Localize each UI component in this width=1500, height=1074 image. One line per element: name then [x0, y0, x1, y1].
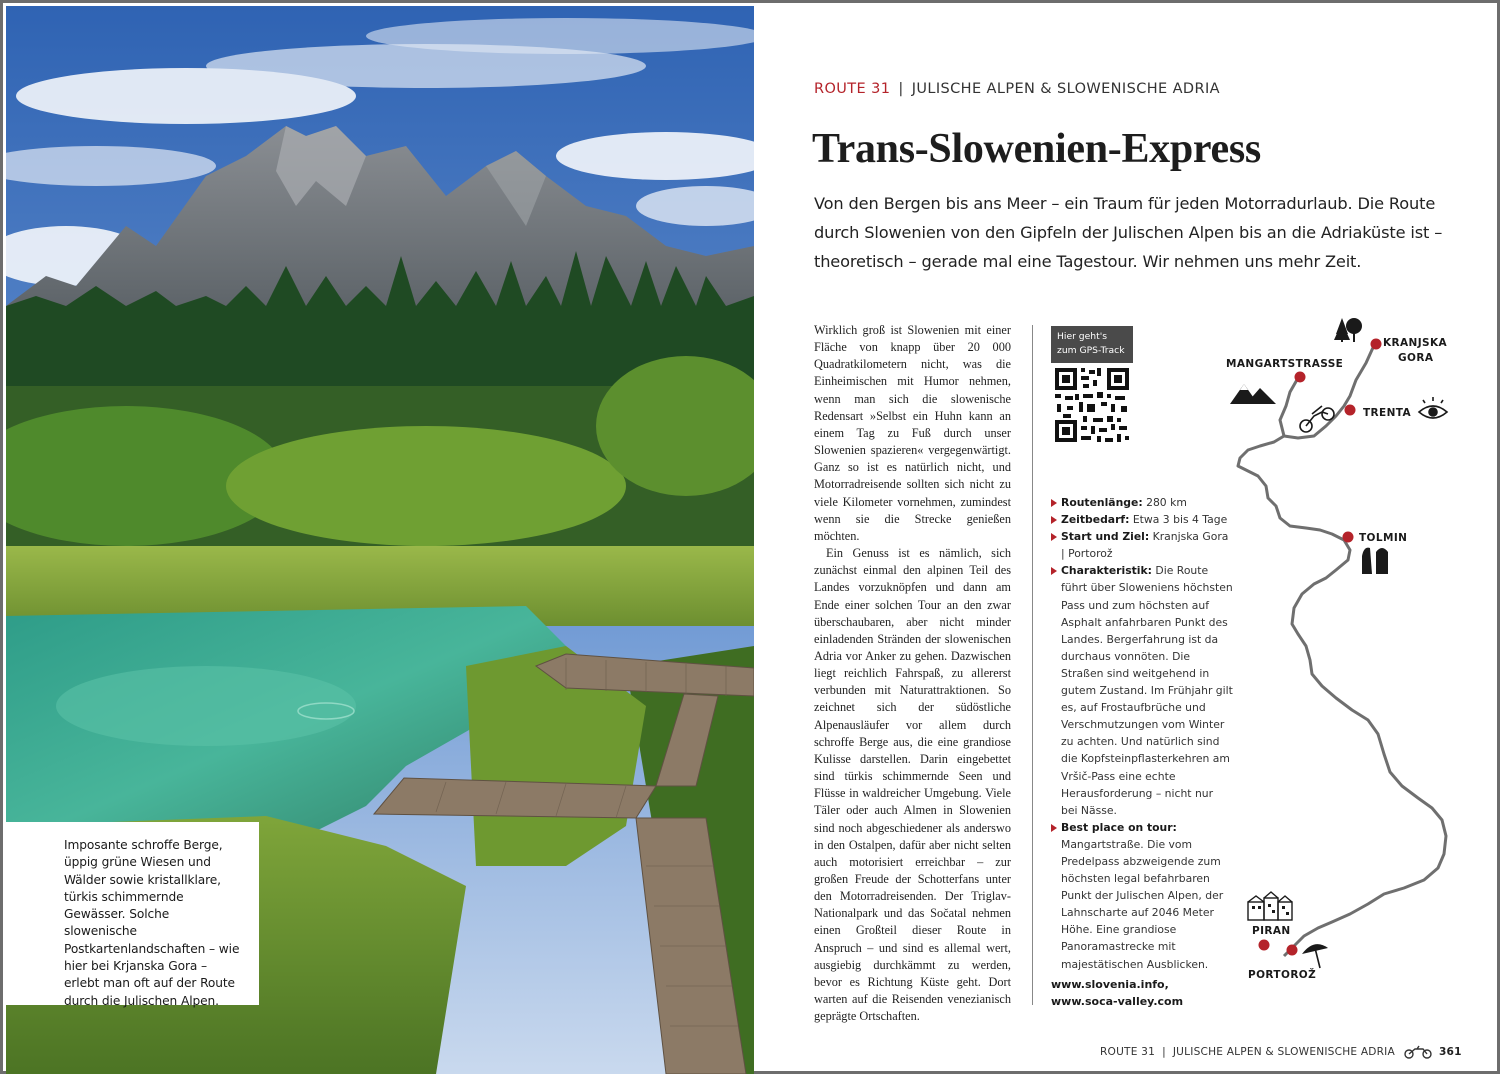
label-piran: PIRAN: [1252, 925, 1291, 937]
label-kranjska-gora-1: KRANJSKA: [1383, 337, 1448, 349]
fact-label: Charakteristik:: [1061, 564, 1152, 578]
gorge-icon: [1362, 548, 1388, 574]
label-kranjska-gora-2: GORA: [1398, 352, 1434, 364]
buildings-icon: [1248, 892, 1292, 920]
fact-item: [1051, 511, 1233, 528]
body-column: [814, 322, 1011, 1025]
label-mangartstrasse: MANGARTSTRASSE: [1226, 358, 1344, 370]
motorbike-icon: [1300, 406, 1334, 432]
fact-label: Zeitbedarf:: [1061, 513, 1130, 527]
column-divider: [1032, 325, 1033, 1005]
qr-code-icon[interactable]: [1051, 364, 1133, 446]
fact-text: Etwa 3 bis 4 Tage: [1129, 513, 1228, 527]
marker-portoroz: [1287, 945, 1298, 956]
fact-item: [1051, 528, 1233, 562]
kicker-region: JULISCHE ALPEN & SLOWENISCHE ADRIA: [911, 81, 1220, 97]
mangart-branch: [1280, 378, 1298, 436]
qr-label-line2: zum GPS-Track: [1057, 345, 1125, 356]
page-footer: [1100, 1045, 1462, 1059]
marker-mangart: [1295, 372, 1306, 383]
marker-trenta: [1345, 405, 1356, 416]
route-map: [1218, 308, 1468, 988]
fact-text: 280 km: [1142, 496, 1187, 509]
route-facts: [1051, 494, 1233, 973]
page-number: 361: [1438, 1046, 1462, 1058]
fact-item: [1051, 494, 1233, 511]
caption-text: Imposante schroffe Berge, üppig grüne Wiesen und Wälder sowie kristallklare, türkis schimmernde Gewässer. Solche slowenische Postkartenlandschaften – wie hier bei Krjanska Gora – erlebt man oft auf der Route durch die Julischen Alpen.: [64, 838, 240, 1008]
footer-separator: |: [1162, 1046, 1166, 1058]
footer-motorbike-icon: [1403, 1045, 1433, 1059]
label-tolmin: TOLMIN: [1359, 532, 1408, 544]
mountain-icon: [1230, 384, 1276, 404]
qr-label-line1: Hier geht's: [1057, 331, 1108, 342]
photo-caption: [6, 822, 259, 1008]
link-soca-valley[interactable]: www.soca-valley.com: [1051, 995, 1184, 1008]
web-links: [1051, 976, 1183, 1010]
footer-region: JULISCHE ALPEN & SLOWENISCHE ADRIA: [1172, 1046, 1395, 1058]
umbrella-icon: [1302, 944, 1328, 968]
label-trenta: TRENTA: [1363, 407, 1412, 419]
section-kicker: [814, 81, 1220, 97]
eye-icon: [1419, 397, 1447, 418]
footer-route: ROUTE 31: [1100, 1046, 1156, 1058]
route-line: [1238, 341, 1446, 956]
tree-icon: [1334, 318, 1362, 342]
fact-text: Kranjska Gora | Portorož: [1061, 530, 1229, 561]
kicker-separator: |: [898, 81, 904, 97]
body-paragraph-1: Wirklich groß ist Slowenien mit einer Fläche von knapp über 20 000 Quadratkilometern nicht, was die Einheimischen mit Humor nehmen, wenn man sich die slowenische Redensart »Selbst ein Huhn kann an einem Tag zu Fuß durch unser Slowenien spazieren« vergegenwärtigt. Ganz so ist es natürlich nicht, und Motorradreisende sollten sich nicht zu viele Kilometer vornehmen, zumindest wenn sie die Strecke genießen möchten.: [814, 323, 1011, 543]
label-portoroz: PORTOROŽ: [1248, 969, 1317, 981]
article-lead: Von den Bergen bis ans Meer – ein Traum für jeden Motorradurlaub. Die Route durch Slowenien von den Gipfeln der Julischen Alpen bis an die Adriaküste ist – theoretisch – gerade mal eine Tagestour. Wir nehmen uns mehr Zeit.: [814, 194, 1443, 271]
body-paragraph-2: Ein Genuss ist es nämlich, sich zunächst einmal den alpinen Teil des Landes vorzuknöpfen und dann am Ende einer solchen Tour an den zwar überschaubaren, aber nicht minder einladenden Stränden der slowenischen Adria vor Anker zu gehen. Dazwischen liegt reichlich Fahrspaß, zu allererst verbunden mit Naturattraktionen. So zeichnet sich der südöstliche Alpenausläufer vor allem durch schroffe Berge aus, die eine grandiose Kulisse darstellen. Darin eingebettet sind türkis schimmernde Seen und Flüsse in waldreicher Umgebung. Viele Täler oder auch Almen in Slowenien sind noch abgeschiedener als anderswo in den Ostalpen, dafür aber nicht selten auch motorisiert erreichbar – zur großen Freude der Schotterfans unter den Motorradreisenden. Der Triglav-Nationalpark und das Sočatal nehmen einen Großteil dieser Route in Anspruch – und sind es allemal wert, ausgiebig durchkämmt zu werden, bevor es Richtung Küste geht. Dort warten auf die Reisenden venezianisch geprägte Ortschaften.: [814, 546, 1011, 1024]
link-slovenia[interactable]: www.slovenia.info,: [1051, 978, 1169, 991]
fact-label: Start und Ziel:: [1061, 530, 1150, 544]
fact-text: Die Route führt über Sloweniens höchsten Pass und zum höchsten auf Asphalt anfahrbaren Punkt des Landes. Bergerfahrung ist da durchaus vonnöten. Die Straßen sind weitgehend in gutem Zustand. Im Frühjahr gilt es, auf Frostaufbrüche und Verschmutzungen vom Winter zu achten. Und natürlich sind die Kopfsteinpflasterkehren am Vršič-Pass eine echte Herausforderung – nicht nur bei Nässe.: [1061, 564, 1233, 817]
fact-item: [1051, 562, 1233, 818]
marker-tolmin: [1343, 532, 1354, 543]
fact-text: Mangartstraße. Die vom Predelpass abzweigende zum höchsten legal befahrbaren Punkt der Julischen Alpen, der Lahnscharte auf 2046 Meter Höhe. Eine grandiose Panoramastrecke mit majestätischen Ausblicken.: [1061, 837, 1224, 971]
marker-kranjska-gora: [1371, 339, 1382, 350]
fact-label: Routenlänge:: [1061, 496, 1143, 509]
fact-label: Best place on tour:: [1061, 820, 1177, 834]
marker-piran: [1259, 940, 1270, 951]
article-title: Trans-Slowenien-Express: [812, 126, 1261, 172]
qr-label: [1051, 326, 1133, 363]
fact-item: [1051, 819, 1233, 973]
kicker-route: ROUTE 31: [814, 81, 891, 97]
